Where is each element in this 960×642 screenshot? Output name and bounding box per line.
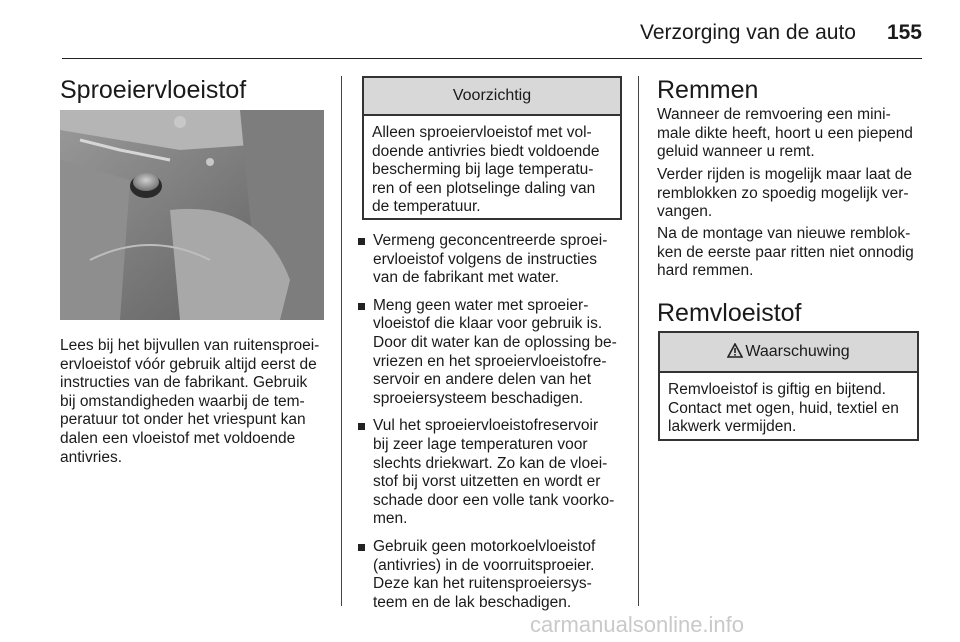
- list-item: Vul het sproeiervloeistofreservoir bij zeer lage temperaturen voor slechts driekwart. Zo kan de vloei- stof bij vorst uitzetten en wordt er schade door een volle tank voorko- men.: [356, 417, 628, 529]
- bullet-square-icon: [358, 238, 365, 245]
- list-item: Meng geen water met sproeier- vloeistof die klaar voor gebruik is. Door dit water kan de oplossing be- vriezen en het sproeiervloeistofre- servoir en andere delen van het sproeiersysteem beschadigen.: [356, 297, 628, 409]
- caution-title: Voorzichtig: [364, 78, 620, 116]
- warning-triangle-icon: [727, 343, 743, 358]
- remmen-paragraph-2: Verder rijden is mogelijk maar laat de remblokken zo spoedig mogelijk ver- vangen.: [657, 166, 913, 221]
- warning-box: [658, 331, 919, 441]
- page-number: 155: [886, 21, 922, 44]
- remmen-paragraph-1: Wanneer de remvoering een mini- male dikte heeft, hoort u een piepend geluid wanneer u remt.: [657, 106, 913, 161]
- list-item: Vermeng geconcentreerde sproei- ervloeistof volgens de instructies van de fabrikant met water.: [356, 232, 628, 288]
- washer-reservoir-photo: [60, 110, 324, 320]
- bullet-square-icon: [358, 423, 365, 430]
- section-heading-remmen: Remmen: [657, 76, 759, 104]
- column-divider-left: [341, 76, 342, 606]
- watermark: carmanualsonline.info: [530, 612, 745, 637]
- warning-text: Remvloeistof is giftig en bijtend. Contact met ogen, huid, textiel en lakwerk vermijden.: [668, 381, 899, 436]
- running-header-title: Verzorging van de auto: [640, 21, 856, 44]
- bullet-square-icon: [358, 544, 365, 551]
- column-divider-right: [638, 76, 639, 606]
- caution-text: Alleen sproeiervloeistof met vol- doende antivries biedt voldoende bescherming bij lage temperatu- ren of een plotselinge daling van de temperatuur.: [372, 124, 600, 216]
- washer-fluid-bullet-list: [356, 232, 628, 621]
- warning-header: [660, 333, 917, 373]
- sproeiervloeistof-paragraph: Lees bij het bijvullen van ruitensproei- ervloeistof vóór gebruik altijd eerst de instructies van de fabrikant. Gebruik bij omstandigheden waarbij de tem- peratuur tot onder het vriespunt kan dalen een vloeistof met voldoende antivries.: [60, 337, 320, 466]
- section-heading-sproeiervloeistof: Sproeiervloeistof: [60, 76, 247, 104]
- caution-box: [362, 76, 622, 220]
- header-rule: [62, 58, 922, 59]
- bullet-square-icon: [358, 303, 365, 310]
- list-item: Gebruik geen motorkoelvloeistof (antivries) in de voorruitsproeier. Deze kan het ruitensproeiersys- teem en de lak beschadigen.: [356, 538, 628, 612]
- remmen-paragraph-3: Na de montage van nieuwe remblok- ken de eerste paar ritten niet onnodig hard remmen.: [657, 225, 914, 280]
- warning-title: Waarschuwing: [745, 343, 850, 360]
- section-heading-remvloeistof: Remvloeistof: [657, 299, 802, 327]
